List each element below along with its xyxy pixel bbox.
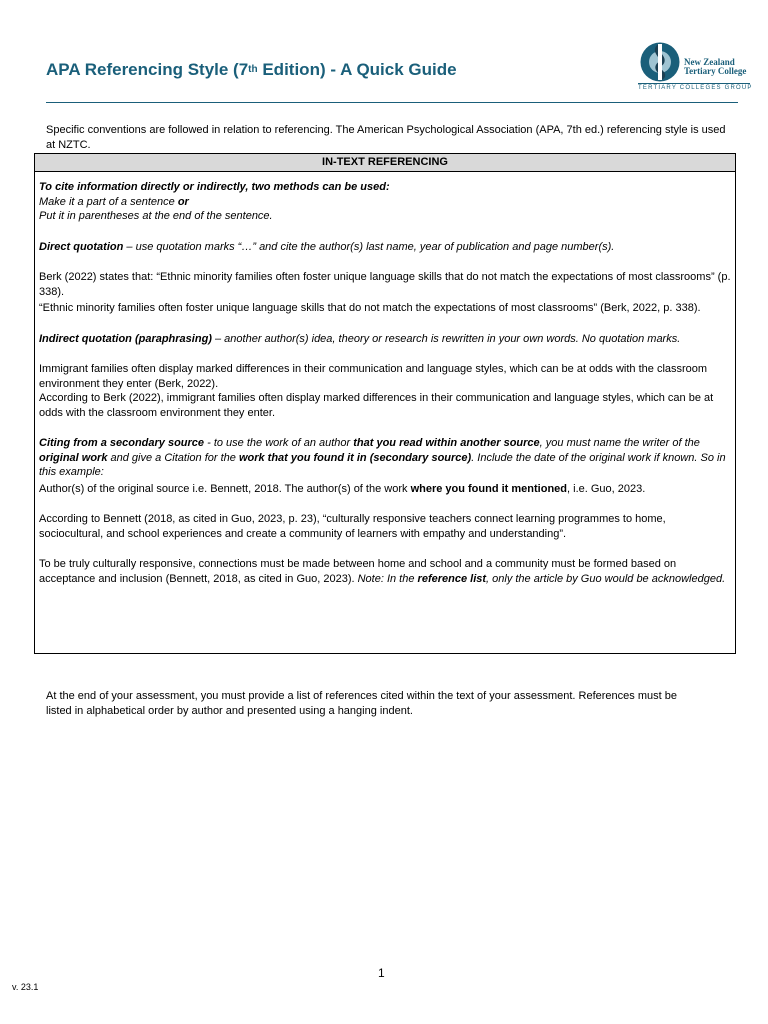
logo-wordmark	[684, 58, 746, 76]
indirect-example-parenthetical: Immigrant families often display marked differences in their communication and language styles, which can be at odds with the classroom environment they enter (Berk, 2022).	[39, 363, 708, 390]
document-header	[46, 40, 752, 104]
version-label: v. 23.1	[12, 982, 39, 992]
direct-example-narrative: Berk (2022) states that: “Ethnic minority families often foster unique language skills that do not match the expectations of most classrooms” (p. 338).	[39, 271, 731, 298]
direct-example-parenthetical: “Ethnic minority families often foster unique language skills that do not match the expectations of most classrooms” (Berk, 2022, p. 338).	[39, 302, 701, 314]
title-text: APA Referencing Style (7	[46, 60, 249, 79]
secondary-source-definition: Citing from a secondary source - to use the work of an author that you read within another source, you must name the writer of the original work and give a Citation for the work that you found it in (secondary source). Include the date of the original work if known. So in this example:	[39, 437, 726, 478]
logo-emblem-icon	[640, 42, 680, 82]
logo-group-text: TERTIARY COLLEGES GROUP	[638, 85, 753, 91]
secondary-parenthetical-example: To be truly culturally responsive, connections must be made between home and school and a community must be formed based on acceptance and inclusion (Bennett, 2018, as cited in Guo, 2023). Note: In the reference list, only the article by Guo would be acknowledged.	[39, 558, 726, 585]
method-one: Make it a part of a sentence or	[39, 195, 189, 208]
direct-quotation-definition: Direct quotation – use quotation marks “…” and cite the author(s) last name, year of publication and page number(s).	[39, 240, 615, 253]
authors-line: Author(s) of the original source i.e. Bennett, 2018. The author(s) of the work where you found it mentioned, i.e. Guo, 2023.	[39, 482, 646, 495]
logo-line-2: Tertiary College	[684, 66, 747, 76]
method-two: Put it in parentheses at the end of the sentence.	[39, 210, 273, 222]
page-number: 1	[378, 966, 385, 980]
title-superscript: th	[248, 64, 258, 75]
title-text-suffix: Edition) - A Quick Guide	[257, 60, 457, 79]
page-title	[46, 60, 457, 80]
bennett-example: According to Bennett (2018, as cited in Guo, 2023, p. 23), “culturally responsive teachers connect learning programmes to home, sociocultural, and school experiences and create a community of learners with empathy and understanding”.	[39, 513, 666, 540]
methods-intro: To cite information directly or indirectly, two methods can be used:	[39, 181, 390, 193]
section-heading: IN-TEXT REFERENCING	[35, 154, 735, 172]
indirect-example-narrative: According to Berk (2022), immigrant families often display marked differences in their communication and language styles, which can be at odds with the classroom environment they enter.	[39, 392, 714, 419]
intro-paragraph: Specific conventions are followed in relation to referencing. The American Psychological Association (APA, 7th ed.) referencing style is used at NZTC.	[46, 124, 726, 151]
reference-list-paragraph: At the end of your assessment, you must provide a list of references cited within the text of your assessment. References must be listed in alphabetical order by author and presented using a hanging indent.	[46, 690, 677, 717]
in-text-referencing-box	[34, 153, 736, 654]
nztc-logo	[638, 40, 752, 96]
logo-line-1: New Zealand	[684, 57, 735, 67]
section-content	[35, 172, 735, 586]
header-divider	[46, 102, 738, 103]
indirect-quotation-definition: Indirect quotation (paraphrasing) – another author(s) idea, theory or research is rewritten in your own words. No quotation marks.	[39, 332, 681, 345]
